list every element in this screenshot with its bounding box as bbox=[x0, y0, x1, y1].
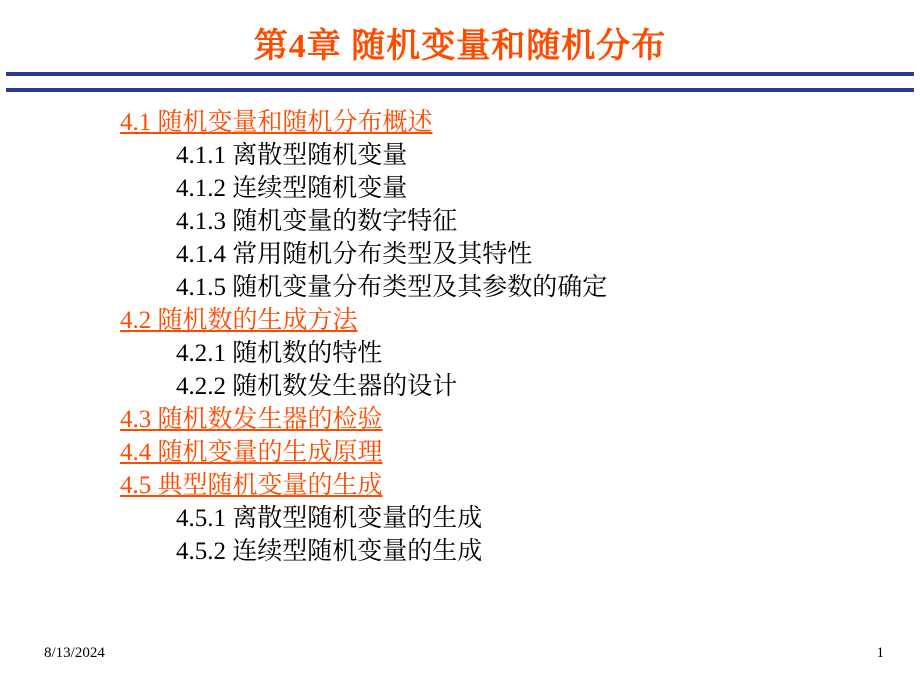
outline-item-heading: 4.4 随机变量的生成原理 bbox=[120, 439, 383, 466]
divider-top bbox=[6, 72, 914, 76]
outline-item-heading: 4.1 随机变量和随机分布概述 bbox=[120, 109, 433, 136]
outline-item-sub: 4.1.5 随机变量分布类型及其参数的确定 bbox=[176, 274, 608, 301]
outline-item-heading: 4.3 随机数发生器的检验 bbox=[120, 406, 383, 433]
outline-item-sub: 4.1.3 随机变量的数字特征 bbox=[176, 208, 458, 235]
outline-item-sub: 4.1.4 常用随机分布类型及其特性 bbox=[176, 241, 533, 268]
outline-item-sub: 4.1.1 离散型随机变量 bbox=[176, 142, 408, 169]
outline-item-sub: 4.2.1 随机数的特性 bbox=[176, 340, 383, 367]
divider-bottom bbox=[6, 88, 914, 92]
outline-item-sub: 4.1.2 连续型随机变量 bbox=[176, 175, 408, 202]
outline-item-sub: 4.5.1 离散型随机变量的生成 bbox=[176, 505, 483, 532]
outline-item-heading: 4.2 随机数的生成方法 bbox=[120, 307, 358, 334]
footer-date: 8/13/2024 bbox=[44, 645, 105, 661]
outline-item-sub: 4.5.2 连续型随机变量的生成 bbox=[176, 538, 483, 565]
outline-item-sub: 4.2.2 随机数发生器的设计 bbox=[176, 373, 458, 400]
page-title: 第4章 随机变量和随机分布 bbox=[253, 28, 667, 65]
outline-list bbox=[120, 106, 900, 568]
outline-item-heading: 4.5 典型随机变量的生成 bbox=[120, 472, 383, 499]
footer-page-number: 1 bbox=[876, 645, 884, 661]
